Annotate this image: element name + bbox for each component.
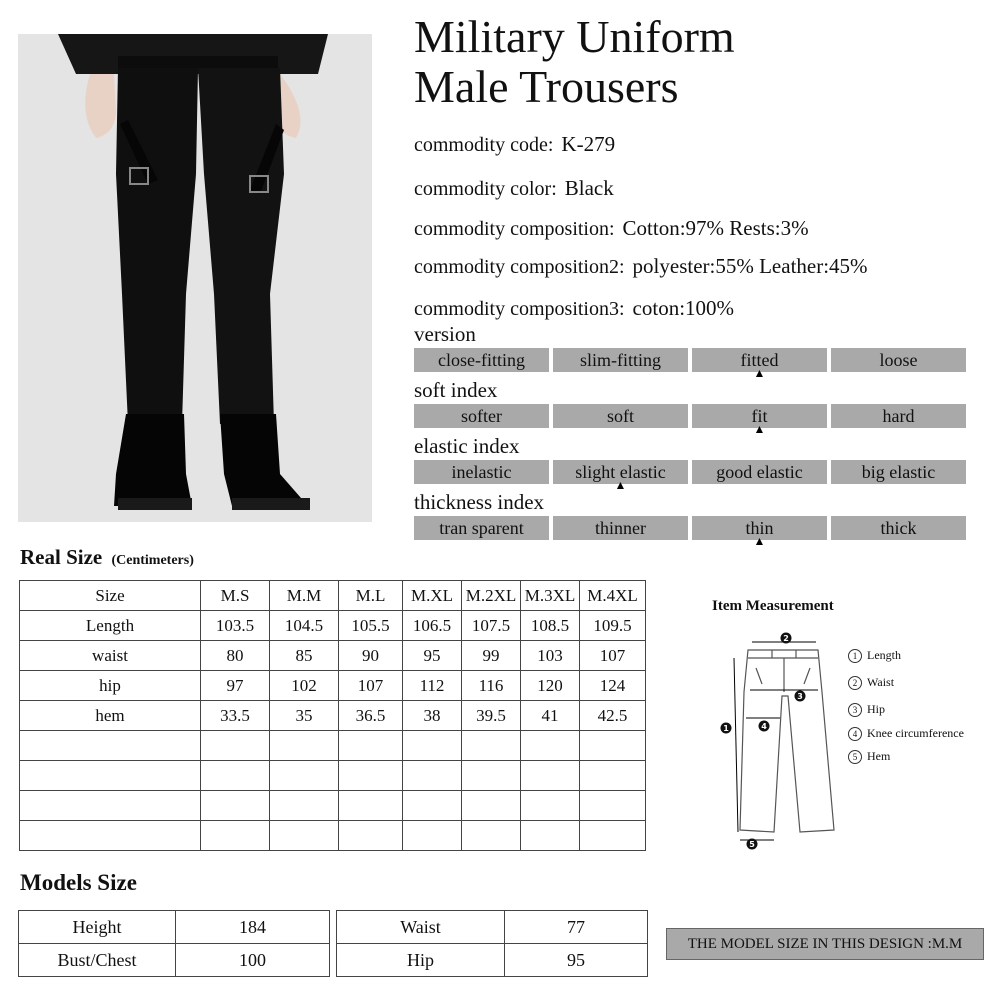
selected-marker-icon: ▲ bbox=[753, 422, 766, 436]
soft-index-option: fit ▲ bbox=[692, 404, 827, 428]
measure-marker-1: 1 bbox=[723, 724, 729, 733]
spec-composition2-value: polyester:55% Leather:45% bbox=[632, 254, 868, 278]
spec-composition3 bbox=[414, 296, 734, 321]
elastic-index-option: inelastic bbox=[414, 460, 549, 484]
thickness-index-option: thinner bbox=[553, 516, 688, 540]
models-size-heading: Models Size bbox=[20, 870, 137, 895]
trousers-photo-illustration bbox=[18, 34, 372, 522]
thickness-index-option: thin ▲ bbox=[692, 516, 827, 540]
product-title-line2: Male Trousers bbox=[414, 61, 679, 112]
spec-composition3-label: commodity composition3: bbox=[414, 298, 625, 320]
trousers-diagram bbox=[718, 628, 846, 854]
product-title-line1: Military Uniform bbox=[414, 11, 735, 62]
legend-item-hip: 3 Hip bbox=[848, 702, 885, 717]
table-header-row: Size M.S M.M M.L M.XL M.2XL M.3XL M.4XL bbox=[20, 581, 646, 611]
real-size-heading bbox=[20, 545, 194, 570]
real-size-unit: (Centimeters) bbox=[111, 553, 194, 568]
models-table-right bbox=[336, 910, 648, 977]
measure-marker-2: 2 bbox=[783, 634, 789, 643]
table-row: Height 184 bbox=[19, 911, 330, 944]
real-size-title: Real Size bbox=[20, 545, 103, 569]
elastic-index-option: big elastic bbox=[831, 460, 966, 484]
spec-code bbox=[414, 132, 615, 157]
spec-code-value: K-279 bbox=[561, 132, 616, 156]
selected-marker-icon: ▲ bbox=[753, 366, 766, 380]
spec-composition2-label: commodity composition2: bbox=[414, 256, 625, 278]
table-row: Bust/Chest 100 bbox=[19, 944, 330, 977]
selected-marker-icon: ▲ bbox=[753, 534, 766, 548]
legend-item-knee: 4 Knee circumference bbox=[848, 726, 964, 741]
table-row: hip 97 102 107 112 116 120 124 bbox=[20, 671, 646, 701]
spec-composition-value: Cotton:97% Rests:3% bbox=[622, 216, 809, 240]
model-size-note: THE MODEL SIZE IN THIS DESIGN :M.M bbox=[666, 928, 984, 960]
elastic-index-label: elastic index bbox=[414, 434, 520, 458]
thickness-index-option: tran sparent bbox=[414, 516, 549, 540]
soft-index-label: soft index bbox=[414, 378, 498, 402]
table-row: Hip 95 bbox=[337, 944, 648, 977]
table-row: Length 103.5 104.5 105.5 106.5 107.5 108.5 109.5 bbox=[20, 611, 646, 641]
thickness-index-label: thickness index bbox=[414, 490, 545, 514]
version-option: close-fitting bbox=[414, 348, 549, 372]
table-row-empty bbox=[20, 731, 646, 761]
legend-item-length: 1 Length bbox=[848, 648, 901, 663]
models-table-left bbox=[18, 910, 330, 977]
size-table bbox=[19, 580, 646, 851]
version-label: version bbox=[414, 322, 476, 346]
soft-index-option: hard bbox=[831, 404, 966, 428]
soft-index-option: soft bbox=[553, 404, 688, 428]
thickness-index-option: thick bbox=[831, 516, 966, 540]
version-scale bbox=[414, 348, 966, 380]
spec-color-label: commodity color: bbox=[414, 178, 557, 200]
table-row-empty bbox=[20, 761, 646, 791]
elastic-index-scale bbox=[414, 460, 966, 492]
measure-marker-3: 3 bbox=[797, 692, 803, 701]
legend-item-waist: 2 Waist bbox=[848, 675, 894, 690]
measure-marker-5: 5 bbox=[749, 840, 755, 849]
version-option: fitted ▲ bbox=[692, 348, 827, 372]
thickness-index-scale bbox=[414, 516, 966, 548]
table-row: hem 33.5 35 36.5 38 39.5 41 42.5 bbox=[20, 701, 646, 731]
spec-composition2 bbox=[414, 254, 868, 279]
selected-marker-icon: ▲ bbox=[614, 478, 627, 492]
table-row-empty bbox=[20, 791, 646, 821]
measurement-title: Item Measurement bbox=[712, 598, 834, 614]
version-option: loose bbox=[831, 348, 966, 372]
version-option: slim-fitting bbox=[553, 348, 688, 372]
elastic-index-option: slight elastic ▲ bbox=[553, 460, 688, 484]
measure-marker-4: 4 bbox=[761, 722, 767, 731]
product-photo bbox=[18, 34, 372, 522]
product-title bbox=[414, 12, 735, 112]
spec-code-label: commodity code: bbox=[414, 134, 554, 156]
table-row: Waist 77 bbox=[337, 911, 648, 944]
spec-color bbox=[414, 176, 614, 201]
soft-index-option: softer bbox=[414, 404, 549, 428]
spec-composition bbox=[414, 216, 809, 241]
spec-composition-label: commodity composition: bbox=[414, 218, 615, 240]
soft-index-scale bbox=[414, 404, 966, 436]
elastic-index-option: good elastic bbox=[692, 460, 827, 484]
spec-color-value: Black bbox=[564, 176, 614, 200]
table-row: waist 80 85 90 95 99 103 107 bbox=[20, 641, 646, 671]
legend-item-hem: 5 Hem bbox=[848, 749, 890, 764]
table-row-empty bbox=[20, 821, 646, 851]
spec-composition3-value: coton:100% bbox=[632, 296, 735, 320]
